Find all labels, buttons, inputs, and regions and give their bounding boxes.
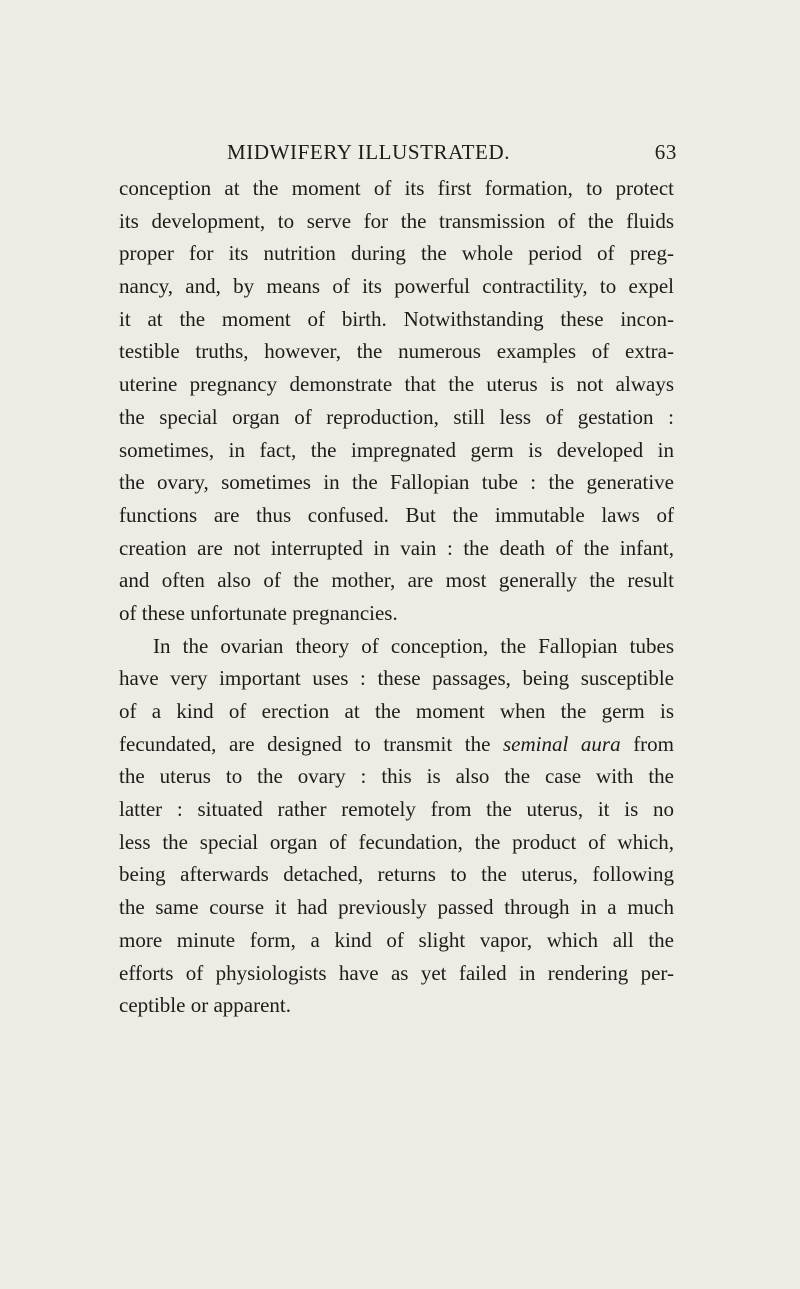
text-line: its development, to serve for the transmission of the fluids xyxy=(119,208,674,233)
text-line: functions are thus confused. But the immutable laws of xyxy=(119,502,674,527)
text-line: creation are not interrupted in vain : the death of the infant, xyxy=(119,535,674,560)
text-line: latter : situated rather remotely from the uterus, it is no xyxy=(119,797,674,822)
paragraph-end-line: of these unfortunate pregnancies. xyxy=(119,600,398,625)
text-line: the uterus to the ovary : this is also the case with the xyxy=(119,764,674,789)
text-line: the same course it had previously passed through in a much xyxy=(119,895,674,920)
text-line: testible truths, however, the numerous examples of extra- xyxy=(119,339,674,364)
text-line: the ovary, sometimes in the Fallopian tube : the generative xyxy=(119,470,674,495)
paragraph-start-line: In the ovarian theory of conception, the Fallopian tubes xyxy=(153,633,674,658)
text-line: it at the moment of birth. Notwithstanding these incon- xyxy=(119,306,674,331)
text-line: uterine pregnancy demonstrate that the uterus is not always xyxy=(119,372,674,397)
page-number: 63 xyxy=(654,140,677,164)
text-segment: from xyxy=(633,731,675,756)
text-line: sometimes, in fact, the impregnated germ is developed in xyxy=(119,437,674,462)
body-text xyxy=(119,172,674,1022)
text-segment: fecundated, are designed to transmit the xyxy=(119,731,491,756)
text-line-with-italic xyxy=(119,728,674,761)
text-line: have very important uses : these passages, being susceptible xyxy=(119,666,674,691)
paragraph-end-line: ceptible or apparent. xyxy=(119,993,291,1018)
text-line: more minute form, a kind of slight vapor, which all the xyxy=(119,927,674,952)
text-line: the special organ of reproduction, still less of gestation : xyxy=(119,404,674,429)
text-line: conception at the moment of its first formation, to protect xyxy=(119,176,674,200)
text-line: of a kind of erection at the moment when the germ is xyxy=(119,699,674,723)
text-line: less the special organ of fecundation, the product of which, xyxy=(119,829,674,854)
text-line: efforts of physiologists have as yet failed in rendering per- xyxy=(119,960,674,985)
text-line: being afterwards detached, returns to the uterus, following xyxy=(119,862,674,887)
text-line: nancy, and, by means of its powerful contractility, to expel xyxy=(119,274,674,299)
text-line: and often also of the mother, are most generally the result xyxy=(119,568,674,593)
text-line: proper for its nutrition during the whole period of preg- xyxy=(119,241,674,266)
italic-phrase: seminal aura xyxy=(503,731,621,756)
running-head-title: MIDWIFERY ILLUSTRATED. xyxy=(227,140,511,164)
